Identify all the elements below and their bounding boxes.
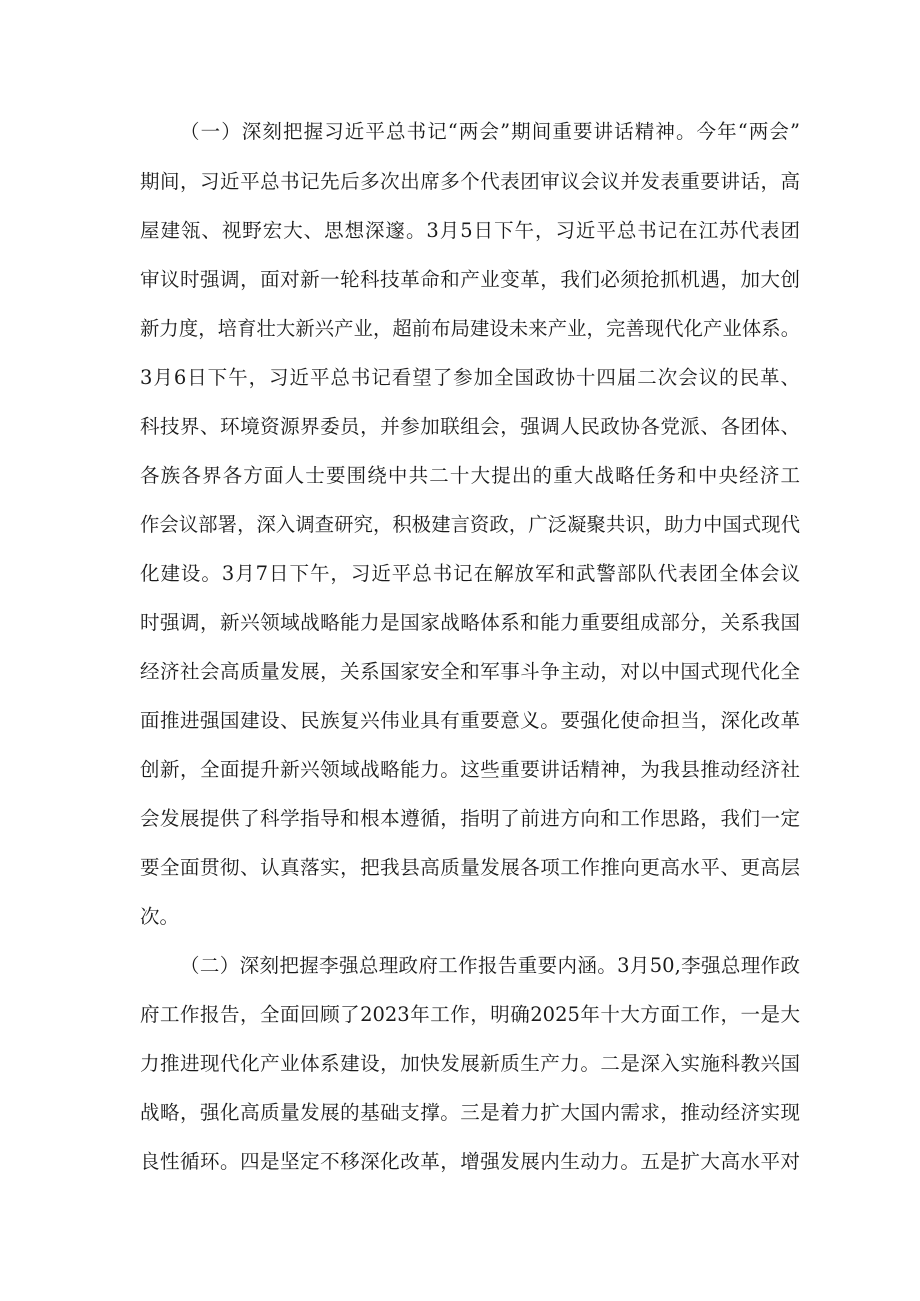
paragraph-1-line-2: 期间，习近平总书记先后多次出席多个代表团审议会议并发表重要讲话，高 (140, 170, 800, 193)
paragraph-1-line-8: 各族各界各方面人士要围绕中共二十大提出的重大战略任务和中央经济工 (140, 464, 800, 487)
paragraph-1-line-9: 作会议部署，深入调查研究，积极建言资政，广泛凝聚共识，助力中国式现代 (140, 513, 800, 536)
paragraph-1-line-4: 审议时强调，面对新一轮科技革命和产业变革，我们必须抢抓机遇，加大创 (140, 268, 800, 291)
paragraph-1-line-6: 3月6日下午，习近平总书记看望了参加全国政协十四届二次会议的民革、 (140, 366, 800, 389)
paragraph-2-line-2: 府工作报告，全面回顾了2023年工作，明确2025年十大方面工作，一是大 (140, 1003, 800, 1026)
paragraph-1-line-15: 会发展提供了科学指导和根本遵循，指明了前进方向和工作思路，我们一定 (140, 807, 800, 830)
paragraph-1-line-1: （一）深刻把握习近平总书记“两会”期间重要讲话精神。今年“两会” (180, 120, 800, 143)
paragraph-1-line-12: 经济社会高质量发展，关系国家安全和军事斗争主动，对以中国式现代化全 (140, 660, 800, 683)
paragraph-1-line-7: 科技界、环境资源界委员，并参加联组会，强调人民政协各党派、各团体、 (140, 415, 800, 438)
paragraph-1-line-16: 要全面贯彻、认真落实，把我县高质量发展各项工作推向更高水平、更高层 (140, 856, 800, 879)
paragraph-2-line-5: 良性循环。四是坚定不移深化改革，增强发展内生动力。五是扩大高水平对 (140, 1150, 800, 1173)
paragraph-2-line-4: 战略，强化高质量发展的基础支撑。三是着力扩大国内需求，推动经济实现 (140, 1101, 800, 1124)
paragraph-1-line-17: 次。 (140, 905, 180, 928)
paragraph-2-line-3: 力推进现代化产业体系建设，加快发展新质生产力。二是深入实施科教兴国 (140, 1052, 800, 1075)
paragraph-1-line-11: 时强调，新兴领域战略能力是国家战略体系和能力重要组成部分，关系我国 (140, 611, 800, 634)
paragraph-2-line-1: （二）深刻把握李强总理政府工作报告重要内涵。3月50,李强总理作政 (180, 954, 800, 977)
paragraph-1-line-13: 面推进强国建设、民族复兴伟业具有重要意义。要强化使命担当，深化改革 (140, 709, 800, 732)
paragraph-1-line-10: 化建设。3月7日下午，习近平总书记在解放军和武警部队代表团全体会议 (140, 562, 800, 585)
paragraph-1-line-3: 屋建瓴、视野宏大、思想深邃。3月5日下午，习近平总书记在江苏代表团 (140, 219, 800, 242)
paragraph-1-line-5: 新力度，培育壮大新兴产业，超前布局建设未来产业，完善现代化产业体系。 (140, 317, 800, 340)
paragraph-1-line-14: 创新，全面提升新兴领域战略能力。这些重要讲话精神，为我县推动经济社 (140, 758, 800, 781)
